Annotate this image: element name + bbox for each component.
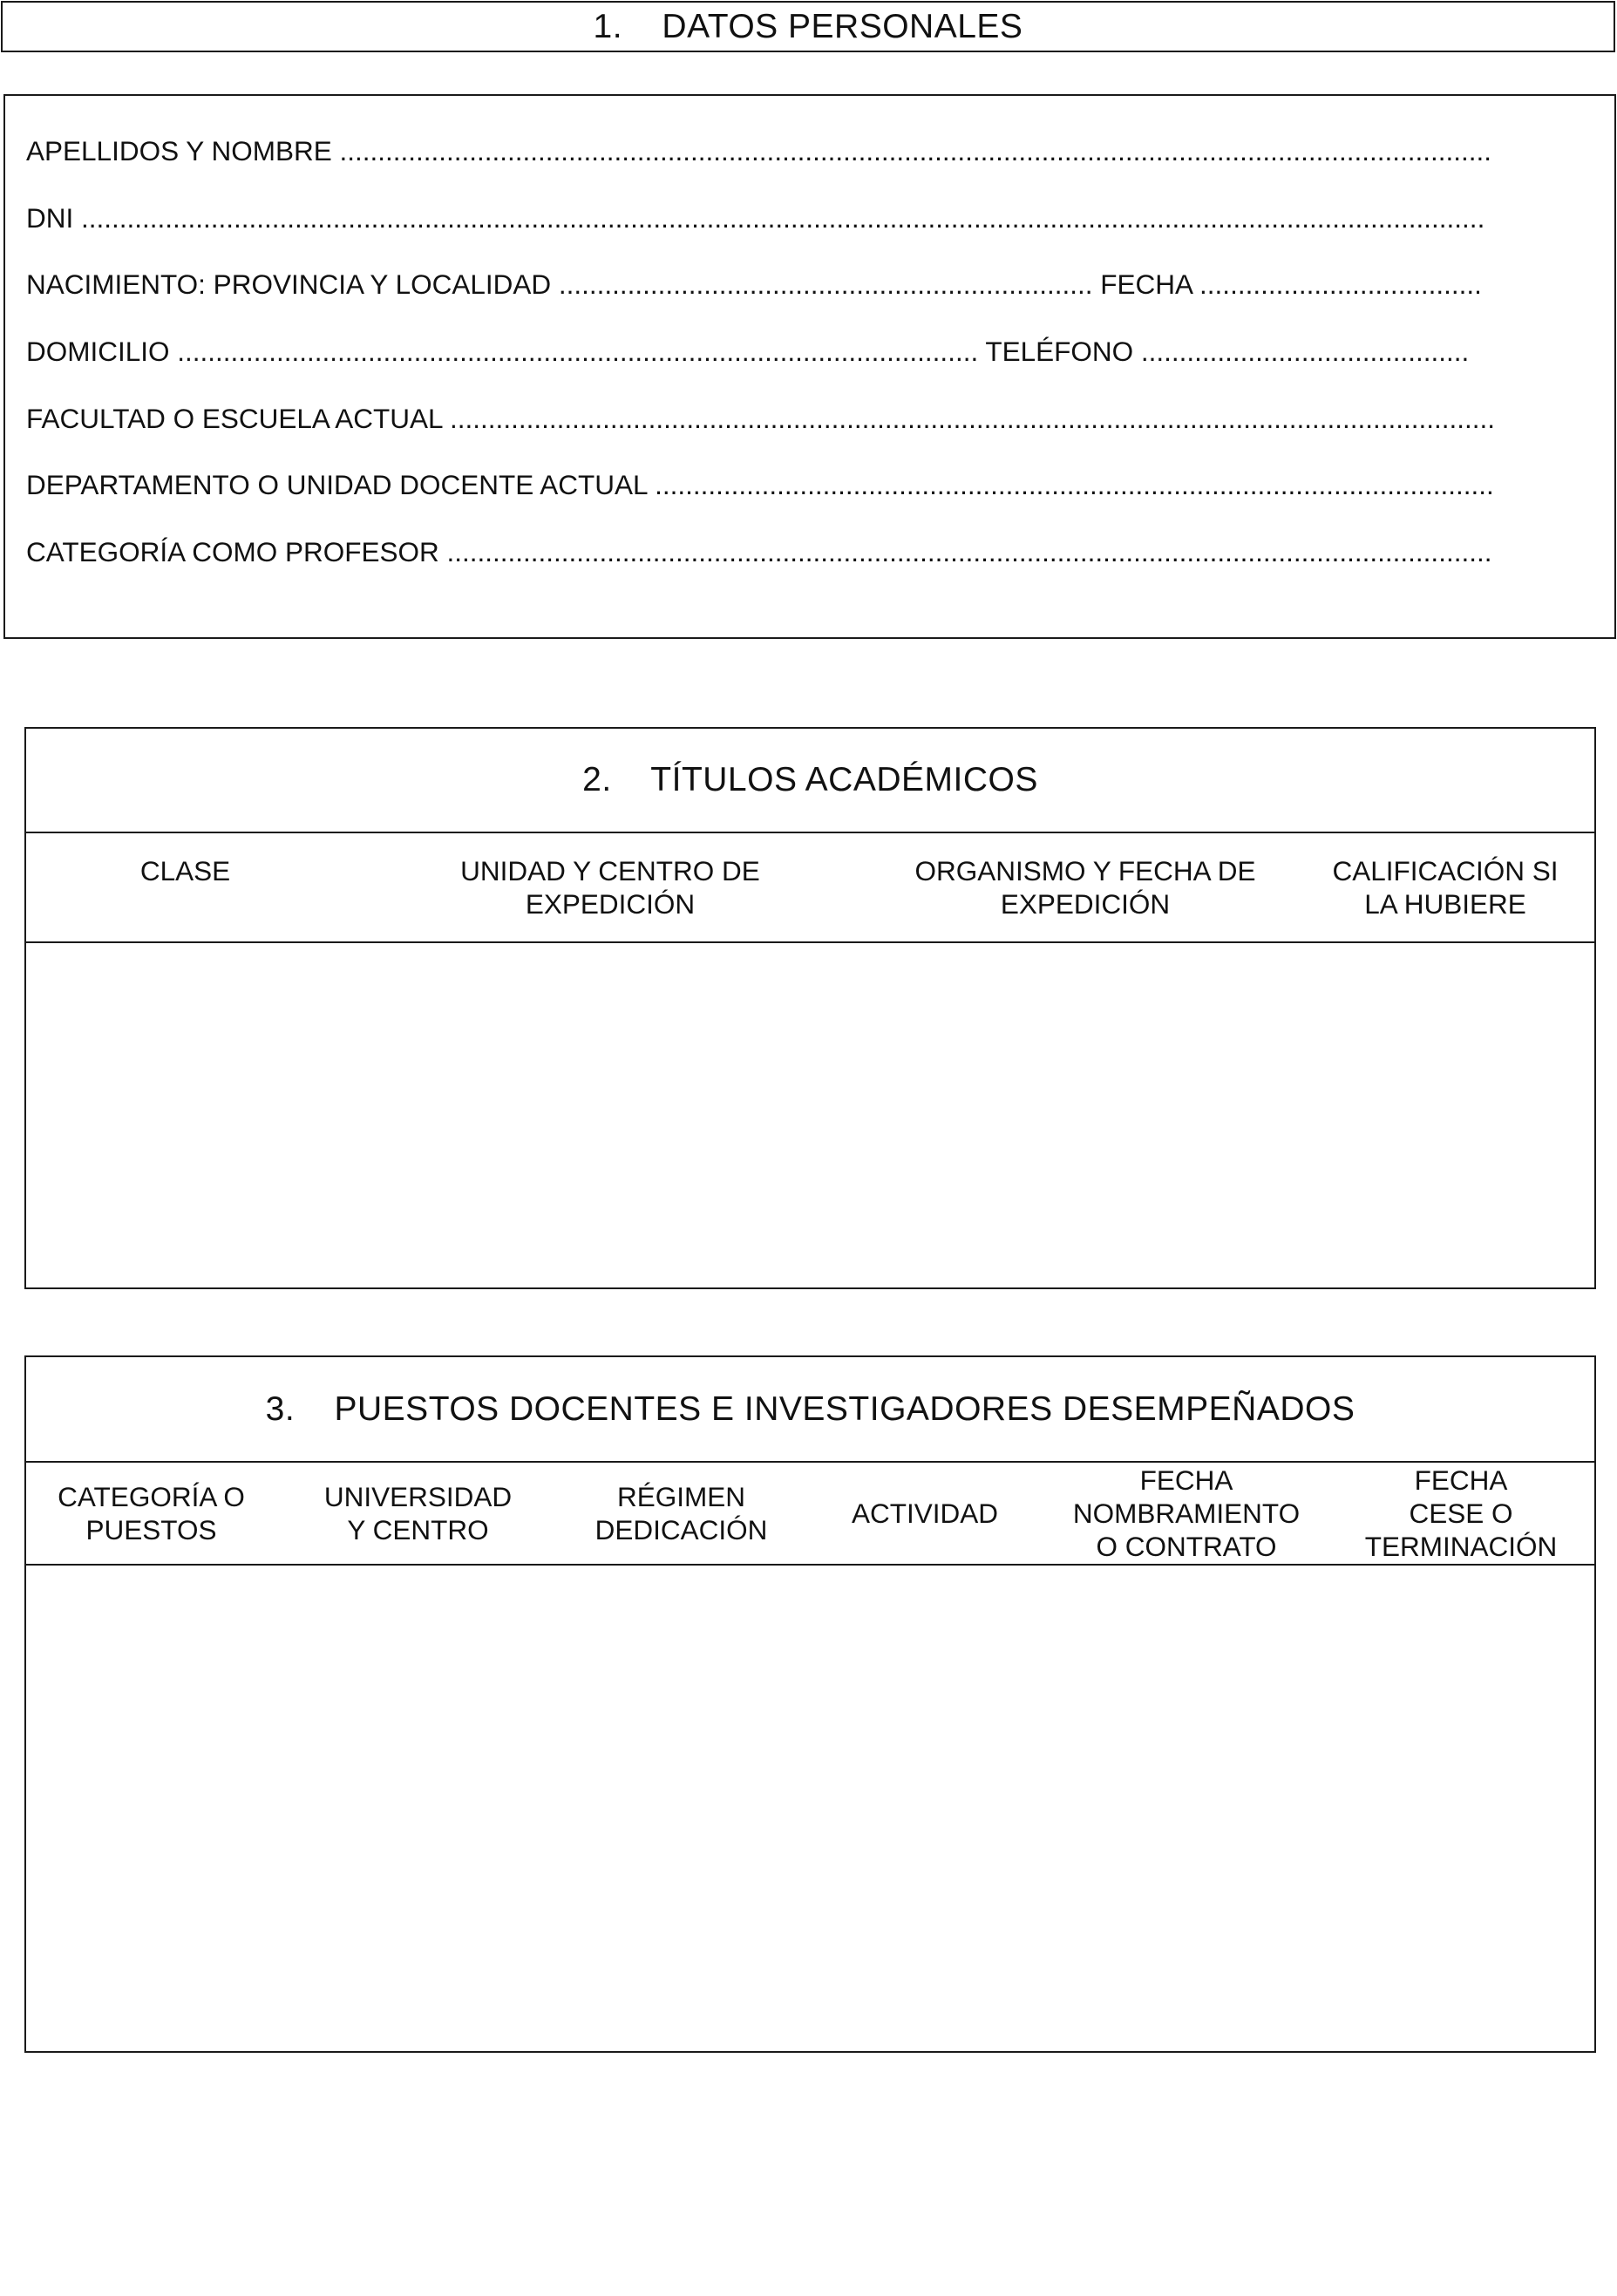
column-header: FECHA NOMBRAMIENTO O CONTRATO bbox=[1072, 1464, 1301, 1562]
positions-held-table bbox=[24, 1355, 1596, 2053]
academic-titles-table bbox=[24, 727, 1596, 1289]
column-header: RÉGIMEN DEDICACIÓN bbox=[594, 1481, 768, 1545]
academic-titles-header-row bbox=[26, 833, 1594, 943]
section-title: 3. PUESTOS DOCENTES E INVESTIGADORES DESEMPEÑADOS bbox=[265, 1389, 1355, 1428]
column-header: CLASE bbox=[139, 855, 231, 886]
field-department[interactable]: DEPARTAMENTO O UNIDAD DOCENTE ACTUAL .............................................................................................................. bbox=[26, 469, 1494, 500]
field-dni[interactable]: DNI ........................................................................................................................................................................................ bbox=[26, 202, 1485, 234]
personal-data-form bbox=[3, 94, 1616, 639]
field-name[interactable]: APELLIDOS Y NOMBRE ....................................................................................................................................................... bbox=[26, 135, 1491, 166]
column-header: UNIVERSIDAD Y CENTRO bbox=[323, 1481, 513, 1545]
field-birth-place-date[interactable]: NACIMIENTO: PROVINCIA Y LOCALIDAD ...................................................................... FECHA ..................................... bbox=[26, 268, 1482, 300]
positions-held-header-row bbox=[26, 1463, 1594, 1566]
field-address-phone[interactable]: DOMICILIO ......................................................................................................... TELÉFONO ........................................... bbox=[26, 336, 1470, 367]
section-personal-data-header bbox=[1, 1, 1615, 52]
column-header: CALIFICACIÓN SI LA HUBIERE bbox=[1332, 855, 1559, 920]
column-header: FECHA CESE O TERMINACIÓN bbox=[1364, 1464, 1558, 1562]
column-header: ACTIVIDAD bbox=[851, 1498, 999, 1529]
field-faculty[interactable]: FACULTAD O ESCUELA ACTUAL ......................................................................................................................................... bbox=[26, 403, 1496, 434]
section-title: 1. DATOS PERSONALES bbox=[593, 7, 1023, 45]
section-title: 2. TÍTULOS ACADÉMICOS bbox=[582, 761, 1038, 798]
column-header: CATEGORÍA O PUESTOS bbox=[58, 1481, 245, 1545]
field-professor-category[interactable]: CATEGORÍA COMO PROFESOR ......................................................................................................................................... bbox=[26, 536, 1492, 567]
academic-titles-entry-area[interactable] bbox=[26, 943, 1594, 1287]
column-header: UNIDAD Y CENTRO DE EXPEDICIÓN bbox=[460, 855, 760, 920]
column-header: ORGANISMO Y FECHA DE EXPEDICIÓN bbox=[914, 855, 1256, 920]
positions-held-entry-area[interactable] bbox=[26, 1566, 1594, 2051]
positions-held-title-row bbox=[26, 1357, 1594, 1463]
academic-titles-title-row bbox=[26, 729, 1594, 833]
